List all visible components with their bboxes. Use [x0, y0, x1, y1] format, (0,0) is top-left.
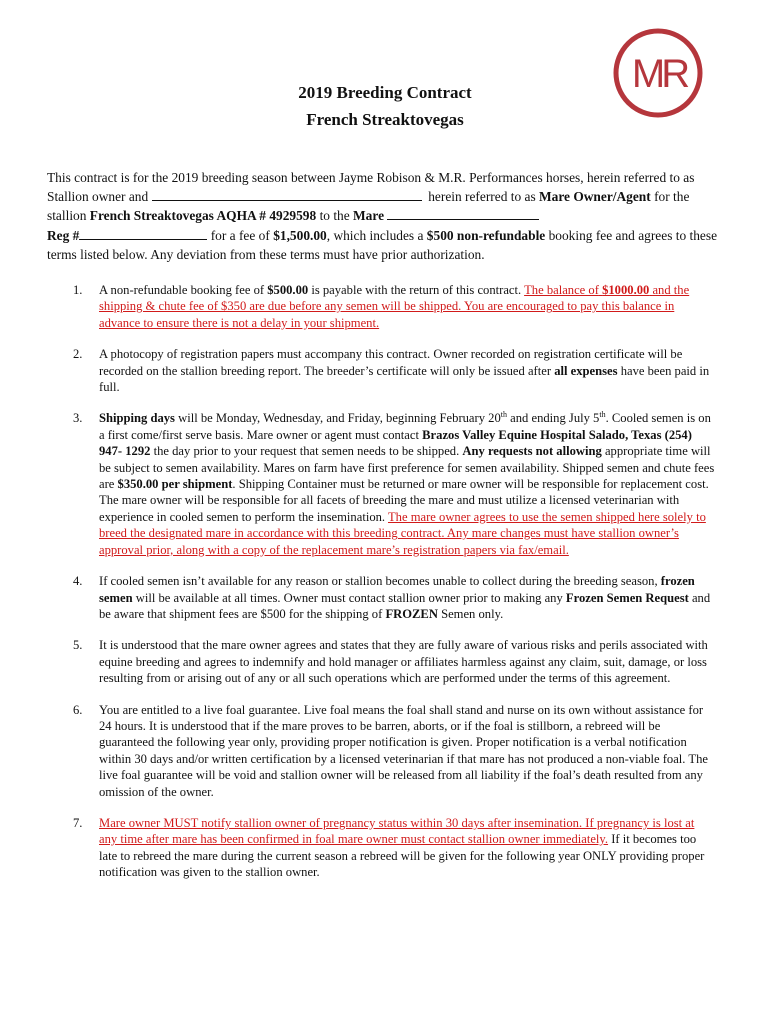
mare-reg-blank — [79, 227, 207, 240]
term-text: A photocopy of registration papers must accompany this contract. Owner recorded on registration certificate will be recorded on the stallion breeding report. The breeder’s certificate will only be issued after — [99, 347, 683, 378]
term-bold: frozen semen — [99, 574, 695, 605]
fee-amount: $1,500.00 — [273, 227, 327, 243]
term-text: and be aware that shipment fees are $500 for the shipping of — [99, 590, 711, 621]
term-bold: $500.00 — [267, 283, 309, 297]
term-superscript: th — [599, 410, 606, 420]
term-bold: all expenses — [554, 363, 618, 378]
term-text: will be Monday, Wednesday, and Friday, beginning February 20 — [178, 411, 501, 426]
intro-bold: Reg # — [47, 227, 80, 243]
hospital-contact: Brazos Valley Equine Hospital Salado, Texas (254) 947- 1292 — [99, 427, 692, 459]
term-red-text: and the shipping & chute fee of $350 are due before any semen will be shipped. You are encouraged to pay this balance in advance to ensure there is not a delay in your shipment. — [99, 283, 690, 330]
term-bold: Shipping days — [99, 411, 175, 426]
intro-text: for the stallion — [47, 189, 690, 224]
intro-bold: Mare Owner/Agent — [539, 189, 651, 205]
term-text: A non-refundable booking fee of — [99, 283, 265, 297]
contract-title: 2019 Breeding Contract — [298, 83, 472, 102]
booking-fee: $500 non-refundable — [426, 227, 546, 243]
term-bold: Frozen Semen Request — [565, 590, 689, 605]
logo-text: MR — [631, 52, 687, 96]
terms-list — [47, 282, 715, 896]
term-bold: Any requests not allowing — [462, 444, 602, 459]
term-item — [47, 637, 715, 686]
stallion-name-title: French Streaktovegas — [306, 110, 464, 129]
term-text: If cooled semen isn’t available for any reason or stallion becomes unable to collect during the breeding season, — [99, 574, 658, 589]
term-number: 2. — [73, 347, 83, 362]
intro-text: , which includes a — [326, 227, 424, 243]
term-number: 3. — [73, 411, 83, 426]
term-item — [47, 702, 715, 800]
term-item — [47, 282, 715, 331]
intro-text: herein referred to as — [428, 189, 536, 205]
term-text: have been paid in full. — [99, 363, 710, 395]
term-number: 1. — [73, 283, 83, 297]
term-red-text: The mare owner agrees to use the semen shipped here solely to breed the designated mare in accordance with this breeding contract. Any mare changes must have stallion owner’s approval prior, along with a copy of the replacement mare’s registration papers via fax/email. — [99, 509, 706, 557]
term-item — [47, 410, 715, 558]
term-red-text: Mare owner MUST notify stallion owner of pregnancy status within 30 days after insemination. If pregnancy is lost at any time after mare has been confirmed in foal mare owner must contact stallion owner immediately. — [99, 815, 695, 847]
term-item — [47, 815, 715, 881]
mare-name-blank — [387, 207, 539, 220]
intro-bold: Mare — [353, 208, 385, 224]
term-text: If it becomes too late to rebreed the mare during the current season a rebreed will be given for the following year ONLY providing proper notification was given to the stallion owner. — [99, 832, 705, 880]
term-text: It is understood that the mare owner agrees and states that they are fully aware of various risks and perils associated with equine breeding and agrees to indemnify and hold manager or affiliates harmless against any claim, suit, damage, or loss resulting from or arising out of any or all such operations which are performed under the terms of this agreement. — [99, 638, 708, 686]
intro-text: This contract is for the 2019 breeding season between Jayme Robison & M.R. Performances horses, herein referred to as Stallion owner and — [47, 170, 695, 205]
term-number: 5. — [73, 638, 83, 653]
term-item — [47, 346, 715, 395]
term-text: and ending July 5 — [510, 411, 600, 426]
intro-text: to the — [319, 208, 350, 224]
term-red-bold: $1000.00 — [602, 283, 650, 297]
term-number: 4. — [73, 574, 83, 589]
term-text: . Shipping Container must be returned or mare owner will be responsible for replacement cost. The mare owner will be responsible for all facets of breeding the mare and must utilize a licensed veterinarian with experience in cooled semen to perform the insemination. — [99, 477, 709, 524]
term-superscript: th — [500, 410, 507, 420]
intro-text: for a fee of — [210, 227, 270, 243]
intro-paragraph — [47, 168, 729, 264]
term-item — [47, 573, 715, 622]
intro-text: booking fee and agrees to these terms listed below. Any deviation from these terms must have prior authorization. — [47, 227, 718, 262]
term-text: will be available at all times. Owner must contact stallion owner prior to making any — [135, 590, 563, 605]
stallion-registration: French Streaktovegas AQHA # 4929598 — [89, 208, 317, 224]
mr-performances-logo — [612, 27, 704, 119]
term-red-text: The balance of — [524, 283, 599, 297]
stallion-owner-blank — [152, 188, 422, 201]
term-bold: FROZEN — [385, 606, 438, 621]
term-number: 7. — [73, 815, 83, 830]
term-text: is payable with the return of this contract. — [311, 283, 522, 297]
term-text: . Cooled semen is on a first come/first serve basis. Mare owner or agent must contact — [99, 411, 711, 442]
term-text: Semen only. — [441, 606, 504, 621]
term-number: 6. — [73, 702, 83, 717]
shipment-fee: $350.00 per shipment — [117, 477, 233, 492]
term-text: the day prior to your request that semen needs to be shipped. — [153, 444, 460, 459]
term-text: appropriate time will be subject to semen availability. Mares on farm have first preference for semen availability. Shipped semen and chute fees are — [99, 444, 715, 492]
term-text: You are entitled to a live foal guarantee. Live foal means the foal shall stand and nurse on its own without assistance for 24 hours. It is understood that if the mare proves to be barren, aborts, or if the foal is stillborn, a rebreed will be guaranteed the following year only, providing proper notification is given. Proper notification is a verbal notification within 30 days and/or written certification by a licensed veterinarian if that mare has not produced a non-viable foal. The live foal guarantee will be void and stallion owner will be released from all liability if the foal’s death resulted from any omission of the owner. — [99, 702, 708, 799]
